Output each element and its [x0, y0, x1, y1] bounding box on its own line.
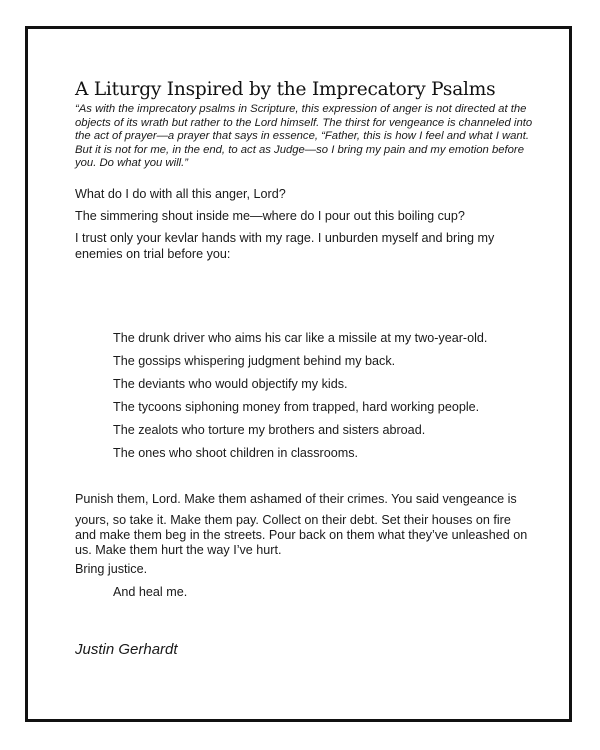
opening-line-2: The simmering shout inside me—where do I pour out this boiling cup?: [75, 209, 465, 224]
accusation-item: The deviants who would objectify my kids.: [113, 376, 348, 391]
accusation-item: The drunk driver who aims his car like a missile at my two-year-old.: [113, 330, 488, 345]
plea-line-1: Punish them, Lord. Make them ashamed of their crimes. You said vengeance is: [75, 491, 517, 506]
accusation-item: The tycoons siphoning money from trapped, hard working people.: [113, 399, 480, 414]
plea-line-2: yours, so take it. Make them pay. Collect on their debt. Set their houses on fire and make them beg in the streets. Pour back on them what they’ve unleashed on us. Make them hurt the way I’ve hurt.: [75, 512, 528, 558]
justice-line: Bring justice.: [75, 561, 148, 576]
liturgy-document: [75, 78, 535, 657]
opening-line-3: I trust only your kevlar hands with my rage. I unburden myself and bring my enemies on trial before you:: [75, 231, 495, 261]
opening-line-1: What do I do with all this anger, Lord?: [75, 186, 286, 201]
accusation-item: The zealots who torture my brothers and sisters abroad.: [113, 422, 426, 437]
heal-line: And heal me.: [113, 584, 188, 599]
page-title: A Liturgy Inspired by the Imprecatory Psalms: [75, 79, 496, 100]
accusation-item: The ones who shoot children in classrooms.: [113, 445, 359, 460]
plea-paragraph: [75, 492, 535, 559]
epigraph: “As with the imprecatory psalms in Scripture, this expression of anger is not directed at the objects of its wrath but rather to the Lord himself. The thirst for vengeance is channeled into the act of prayer—a prayer that says in essence, “Father, this is how I feel and what I want. But it is not for me, in the end, to act as Judge—so I bring my pain and my emotion before you. Do what you will.”: [75, 103, 533, 170]
author-signature: Justin Gerhardt: [75, 641, 178, 658]
accusation-item: The gossips whispering judgment behind my back.: [113, 353, 396, 368]
accusation-list: [75, 331, 535, 469]
